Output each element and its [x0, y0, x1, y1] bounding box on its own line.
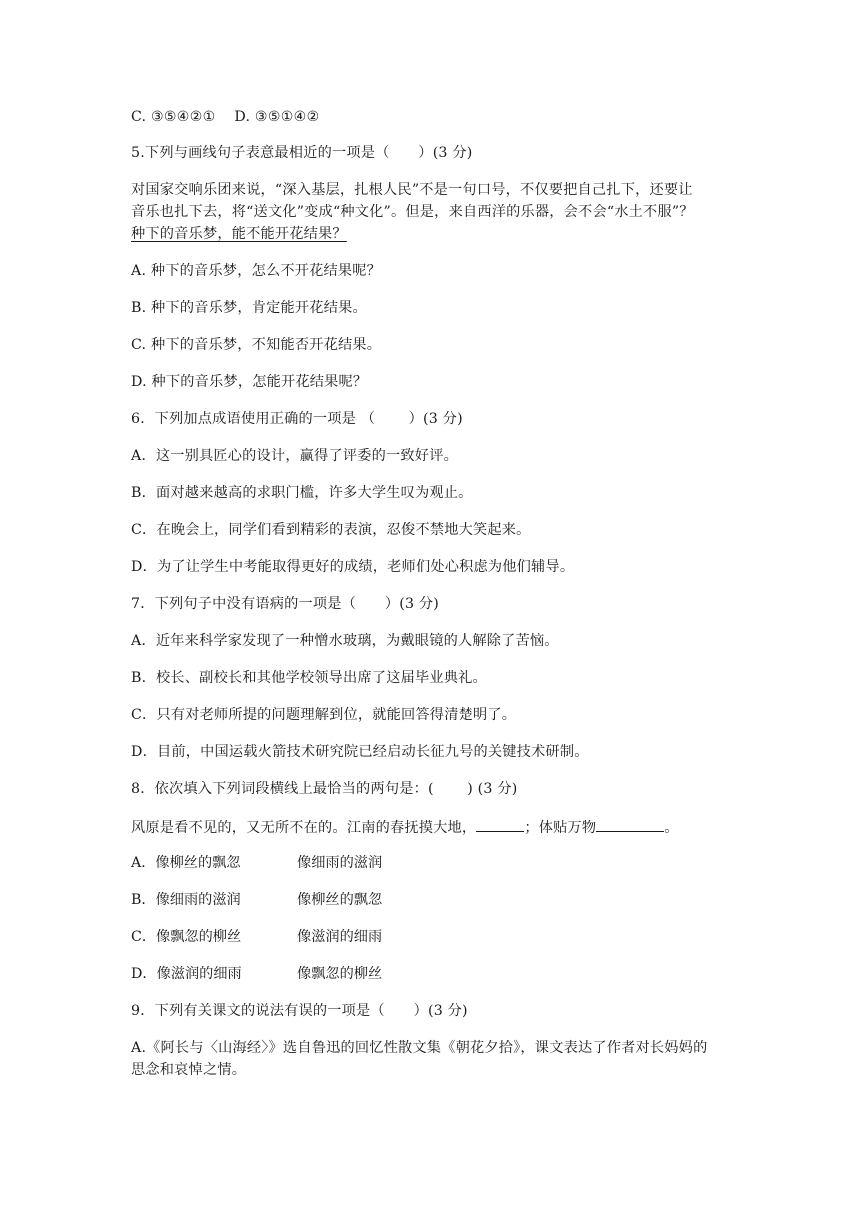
q8-stem: 8．依次填入下列词段横线上最恰当的两句是：( ) (3 分) — [131, 781, 518, 797]
q5-option-d: D. 种下的音乐梦，怎能开花结果呢？ — [131, 374, 368, 390]
q8-option-b-second: 像柳丝的飘忽 — [297, 892, 383, 908]
q5-passage-line-1: 对国家交响乐团来说，“深入基层，扎根人民”不是一句口号，不仅要把自己扎下，还要让 — [131, 182, 693, 198]
q9-option-a-line-1: A.《阿长与〈山海经〉》选自鲁迅的回忆性散文集《朝花夕拾》，课文表达了作者对长妈妈的 — [131, 1040, 708, 1056]
q8-passage-part-2: ；体贴万物 — [524, 820, 597, 836]
q8-blank-2 — [596, 816, 664, 832]
q7-option-d: D．目前，中国运载火箭技术研究院已经启动长征九号的关键技术研制。 — [131, 744, 589, 760]
q5-option-c: C. 种下的音乐梦，不知能否开花结果。 — [131, 337, 382, 353]
q8-option-c — [131, 927, 731, 947]
q5-underlined-sentence: 种下的音乐梦，能不能开花结果？ — [131, 226, 347, 242]
q8-option-a-first: A．像柳丝的飘忽 — [131, 855, 241, 871]
q9-option-a-line-2: 思念和哀悼之情。 — [131, 1062, 247, 1078]
q4-option-c: C. ③⑤④②① — [131, 109, 216, 125]
q6-option-b: B．面对越来越高的求职门槛，许多大学生叹为观止。 — [131, 485, 473, 501]
q7-option-c: C．只有对老师所提的问题理解到位，就能回答得清楚明了。 — [131, 707, 517, 723]
q4-options-tail — [131, 107, 320, 127]
q8-option-b — [131, 890, 731, 910]
q6-option-a: A．这一别具匠心的设计，赢得了评委的一致好评。 — [131, 448, 458, 464]
q8-option-c-second: 像滋润的细雨 — [297, 929, 383, 945]
q8-option-d-first: D．像滋润的细雨 — [131, 966, 242, 982]
q4-option-d: D. ③⑤①④② — [234, 109, 320, 125]
q8-option-a-second: 像细雨的滋润 — [297, 855, 383, 871]
q5-option-b: B. 种下的音乐梦，肯定能开花结果。 — [131, 300, 367, 316]
q5-stem: 5.下列与画线句子表意最相近的一项是（ ）(3 分) — [131, 145, 473, 161]
q7-stem: 7．下列句子中没有语病的一项是（ ）(3 分) — [131, 596, 439, 612]
q6-option-d: D．为了让学生中考能取得更好的成绩，老师们处心积虑为他们辅导。 — [131, 559, 575, 575]
q8-option-c-first: C．像飘忽的柳丝 — [131, 929, 242, 945]
q8-passage-part-3: 。 — [664, 820, 679, 836]
q8-blank-1 — [476, 816, 524, 832]
q8-passage — [131, 816, 679, 838]
q8-option-b-first: B．像细雨的滋润 — [131, 892, 241, 908]
q6-stem: 6．下列加点成语使用正确的一项是 （ ）(3 分) — [131, 411, 463, 427]
q5-option-a: A. 种下的音乐梦，怎么不开花结果呢？ — [131, 263, 382, 279]
q9-stem: 9．下列有关课文的说法有误的一项是（ ）(3 分) — [131, 1003, 468, 1019]
q8-passage-part-1: 风原是看不见的，又无所不在的。江南的春抚摸大地， — [131, 820, 477, 836]
q7-option-b: B．校长、副校长和其他学校领导出席了这届毕业典礼。 — [131, 670, 487, 686]
q8-option-d-second: 像飘忽的柳丝 — [297, 966, 383, 982]
q8-option-d — [131, 964, 731, 984]
q6-option-c: C．在晚会上，同学们看到精彩的表演，忍俊不禁地大笑起来。 — [131, 522, 531, 538]
q5-passage-line-2: 音乐也扎下去，将“送文化”变成“种文化”。但是，来自西洋的乐器，会不会“水土不服”？ — [131, 204, 694, 220]
q8-option-a — [131, 853, 731, 873]
q7-option-a: A．近年来科学家发现了一种憎水玻璃，为戴眼镜的人解除了苦恼。 — [131, 633, 559, 649]
